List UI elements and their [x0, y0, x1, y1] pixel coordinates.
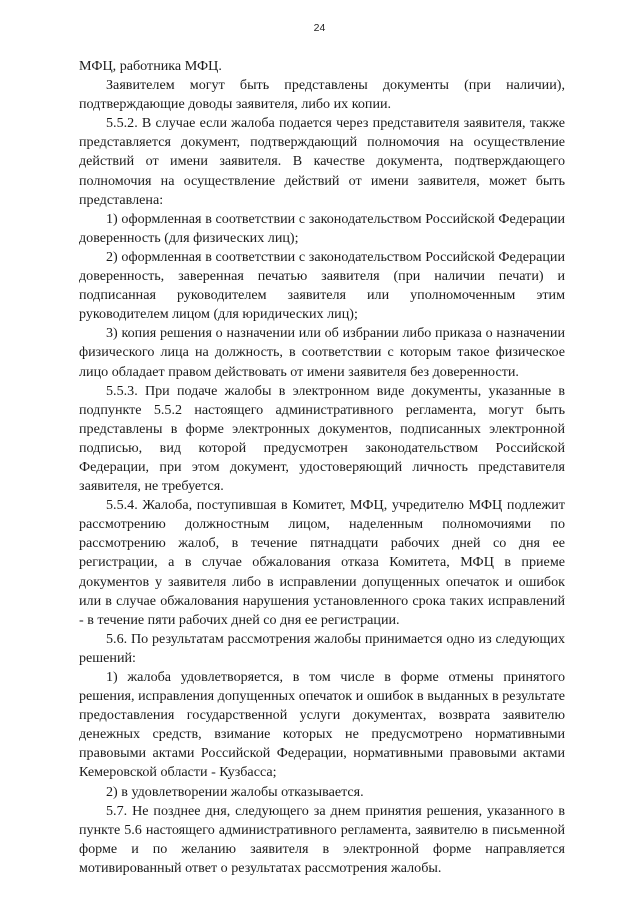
paragraph-5-7: 5.7. Не позднее дня, следующего за днем принятия решения, указанного в пункте 5.6 настоящего административного регламента, заявителю в письменной форме и по желанию заявителя в электронной форме направляется мотивированный ответ о результатах рассмотрения жалобы. — [79, 802, 565, 876]
page-number: 24 — [313, 22, 326, 34]
paragraph: Заявителем могут быть представлены документы (при наличии), подтверждающие доводы заявителя, либо их копии. — [79, 77, 565, 113]
paragraph-5-6: 5.6. По результатам рассмотрения жалобы принимается одно из следующих решений: — [79, 630, 565, 666]
list-item-2: 2) оформленная в соответствии с законодательством Российской Федерации доверенность, заверенная печатью заявителя (при наличии печати) и подписанная руководителем заявителя или уполномоченным этим руководителем лицом (для юридических лиц); — [79, 248, 565, 323]
paragraph-5-5-2: 5.5.2. В случае если жалоба подается через представителя заявителя, также представляется документ, подтверждающий полномочия на осуществление действий от имени заявителя. В качестве документа, подтверждающего полномочия на осуществление действий от имени заявителя, может быть представлена: — [79, 115, 565, 208]
paragraph-5-5-3: 5.5.3. При подаче жалобы в электронном виде документы, указанные в подпункте 5.5.2 настоящего административного регламента, могут быть представлены в форме электронных документов, подписанных электронной подписью, вид которой предусмотрен законодательством Российской Федерации, при этом документ, удостоверяющий личность представителя заявителя, не требуется. — [79, 382, 565, 495]
paragraph-5-5-4: 5.5.4. Жалоба, поступившая в Комитет, МФЦ, учредителю МФЦ подлежит рассмотрению должностным лицом, наделенным полномочиями по рассмотрению жалоб, в течение пятнадцати рабочих дней со дня ее регистрации, а в случае обжалования отказа Комитета, МФЦ в приеме документов у заявителя либо в исправлении допущенных опечаток и ошибок или в случае обжалования нарушения установленного срока таких исправлений - в течение пяти рабочих дней со дня ее регистрации. — [79, 497, 565, 628]
list-item-3: 3) копия решения о назначении или об избрании либо приказа о назначении физического лица на должность, в соответствии с которым такое физическое лицо обладает правом действовать от имени заявителя без доверенности. — [79, 325, 565, 380]
decision-item-2: 2) в удовлетворении жалобы отказывается. — [106, 783, 364, 800]
decision-item-1: 1) жалоба удовлетворяется, в том числе в форме отмены принятого решения, исправления допущенных опечаток и ошибок в выданных в результате предоставления государственной услуги документах, возврата заявителю денежных средств, взимание которых не предусмотрено нормативными правовыми актами Российской Федерации, нормативными правовыми актами Кемеровской области - Кузбасса; — [79, 669, 565, 781]
paragraph-continuation: МФЦ, работника МФЦ. — [79, 58, 222, 74]
document-body — [79, 57, 565, 878]
list-item-1: 1) оформленная в соответствии с законодательством Российской Федерации доверенность (для физических лиц); — [79, 210, 565, 246]
